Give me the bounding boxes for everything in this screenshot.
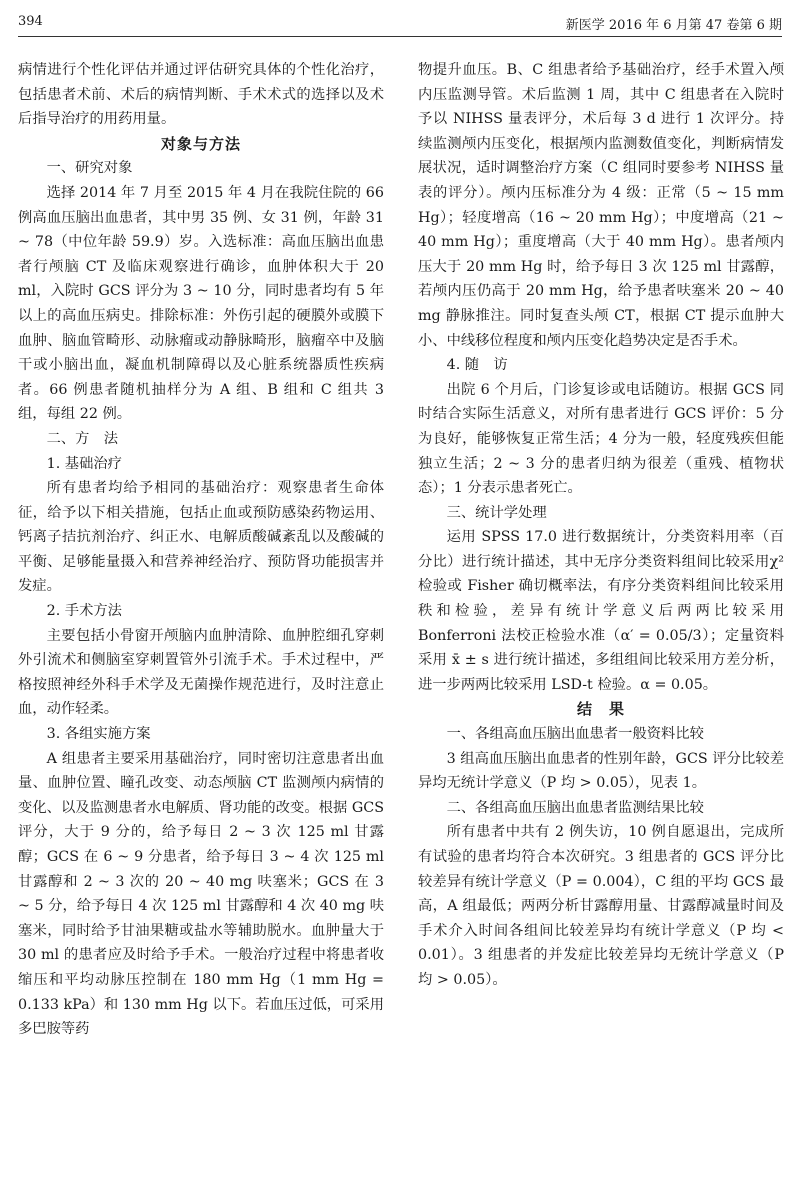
intro-continuation: 病情进行个性化评估并通过评估研究具体的个性化治疗，包括患者术前、术后的病情判断、手术术式的选择以及术后指导治疗的用药用量。 [18, 62, 384, 128]
paragraph-follow-up: 出院 6 个月后，门诊复诊或电话随访。根据 GCS 同时结合实际生活意义，对所有患者进行 GCS 评价：5 分为良好，能够恢复正常生活；4 分为一般，轻度残疾但能独立生活；2 ~ 3 分的患者归纳为很差（重残、植物状态）；1 分表示患者死亡。 [418, 381, 784, 497]
paragraph-surgery: 主要包括小骨窗开颅脑内血肿清除、血肿腔细孔穿刺外引流术和侧脑室穿刺置管外引流手术。手术过程中，严格按照神经外科手术学及无菌操作规范进行，及时注意止血，动作轻柔。 [18, 627, 384, 718]
paragraph-group-plan-continued: 物提升血压。B、C 组患者给予基础治疗，经手术置入颅内压监测导管。术后监测 1 周，其中 C 组患者在入院时予以 NIHSS 量表评分，术后每 3 d 进行 1 次评分。持续监测颅内压变化，根据颅内监测数值变化，判断病情发展状况，适时调整治疗方案（C 组同时要参考 NIHSS 量表的评分）。颅内压标准分为 4 级：正常（5 ~ 15 mm Hg）；轻度增高（16 ~ 20 mm Hg）；中度增高（21 ~ 40 mm Hg）；重度增高（大于 40 mm Hg）。患者颅内压大于 20 mm Hg 时，给予每日 3 次 125 ml 甘露醇，若颅内压仍高于 20 mm Hg，给予患者呋塞米 20 ~ 40 mg 静脉推注。同时复查头颅 CT，根据 CT 提示血肿大小、中线移位程度和颅内压变化趋势决定是否手术。 [418, 62, 784, 349]
paragraph-results-general: 3 组高血压脑出血患者的性别年龄，GCS 评分比较差异均无统计学意义（P 均 > 0.05），见表 1。 [418, 750, 784, 792]
paragraph-results-monitoring: 所有患者中共有 2 例失访，10 例自愿退出，完成所有试验的患者均符合本次研究。3 组患者的 GCS 评分比较差异有统计学意义（P = 0.004），C 组的平均 GCS 最高，A 组最低；两两分析甘露醇用量、甘露醇减量时间及手术介入时间各组间比较差异均有统计学意义（P 均 < 0.01）。3 组患者的并发症比较差异均无统计学意义（P 均 > 0.05）。 [418, 824, 784, 988]
heading-basic-treatment: 1. 基础治疗 [46, 455, 122, 472]
heading-follow-up: 4. 随 访 [446, 357, 508, 374]
paragraph-statistics: 运用 SPSS 17.0 进行数据统计，分类资料用率（百分比）进行统计描述，其中无序分类资料组间比较采用χ² 检验或 Fisher 确切概率法，有序分类资料组间比较采用秩和检验，差异有统计学意义后两两比较采用 Bonferroni 法校正检验水准（α′ = 0.05/3）；定量资料采用 x̄ ± s 进行统计描述，多组组间比较采用方差分析，进一步两两比较采用 LSD-t 检验。α = 0.05。 [418, 529, 784, 693]
heading-statistics: 三、统计学处理 [446, 504, 547, 521]
right-column [418, 58, 784, 993]
heading-subjects: 一、研究对象 [46, 160, 133, 177]
heading-surgery: 2. 手术方法 [46, 603, 122, 620]
left-column [18, 58, 384, 1042]
section-title-results: 结 果 [576, 700, 625, 719]
page-number: 394 [18, 14, 43, 29]
heading-results-general: 一、各组高血压脑出血患者一般资料比较 [446, 726, 704, 743]
paragraph-group-plan: A 组患者主要采用基础治疗，同时密切注意患者出血量、血肿位置、瞳孔改变、动态颅脑 CT 监测颅内病情的变化、以及监测患者水电解质、肾功能的改变。根据 GCS 评分，大于 9 分的，给予每日 2 ~ 3 次 125 ml 甘露醇；GCS 在 6 ~ 9 分患者，给予每日 3 ~ 4 次 125 ml 甘露醇和 2 ~ 3 次的 20 ~ 40 mg 呋塞米；GCS 在 3 ~ 5 分，给予每日 4 次 125 ml 甘露醇和 4 次 40 mg 呋塞米，同时给予甘油果糖或盐水等辅助脱水。血肿量大于 30 ml 的患者应及时给予手术。一般治疗过程中将患者收缩压和平均动脉压控制在 180 mm Hg（1 mm Hg = 0.133 kPa）和 130 mm Hg 以下。若血压过低，可采用多巴胺等药 [18, 750, 384, 1038]
journal-citation: 新医学 2016 年 6 月第 47 卷第 6 期 [565, 18, 782, 33]
heading-results-monitoring: 二、各组高血压脑出血患者监测结果比较 [446, 799, 704, 816]
section-title-methods: 对象与方法 [160, 134, 241, 153]
paragraph-subjects: 选择 2014 年 7 月至 2015 年 4 月在我院住院的 66 例高血压脑出血患者，其中男 35 例、女 31 例，年龄 31 ~ 78（中位年龄 59.9）岁。入选标准：高血压脑出血患者行颅脑 CT 及临床观察进行确诊，血肿体积大于 20 ml，入院时 GCS 评分为 3 ~ 10 分，同时患者均有 5 年以上的高血压病史。排除标准：外伤引起的硬膜外或膜下血肿、脑血管畸形、动脉瘤或动静脉畸形，脑瘤卒中及脑干或小脑出血，凝血机制障碍以及心脏系统器质性疾病者。66 例患者随机抽样分为 A 组、B 组和 C 组共 3 组，每组 22 例。 [18, 184, 384, 423]
heading-methods: 二、方 法 [46, 430, 119, 447]
paragraph-basic-treatment: 所有患者均给予相同的基础治疗：观察患者生命体征，给予以下相关措施，包括止血或预防感染药物运用、钙离子拮抗剂治疗、纠正水、电解质酸碱紊乱以及酸碱的平衡、足够能量摄入和营养神经治疗、预防肾功能损害并发症。 [18, 480, 384, 595]
running-header [18, 12, 782, 37]
heading-group-plan: 3. 各组实施方案 [46, 726, 151, 743]
